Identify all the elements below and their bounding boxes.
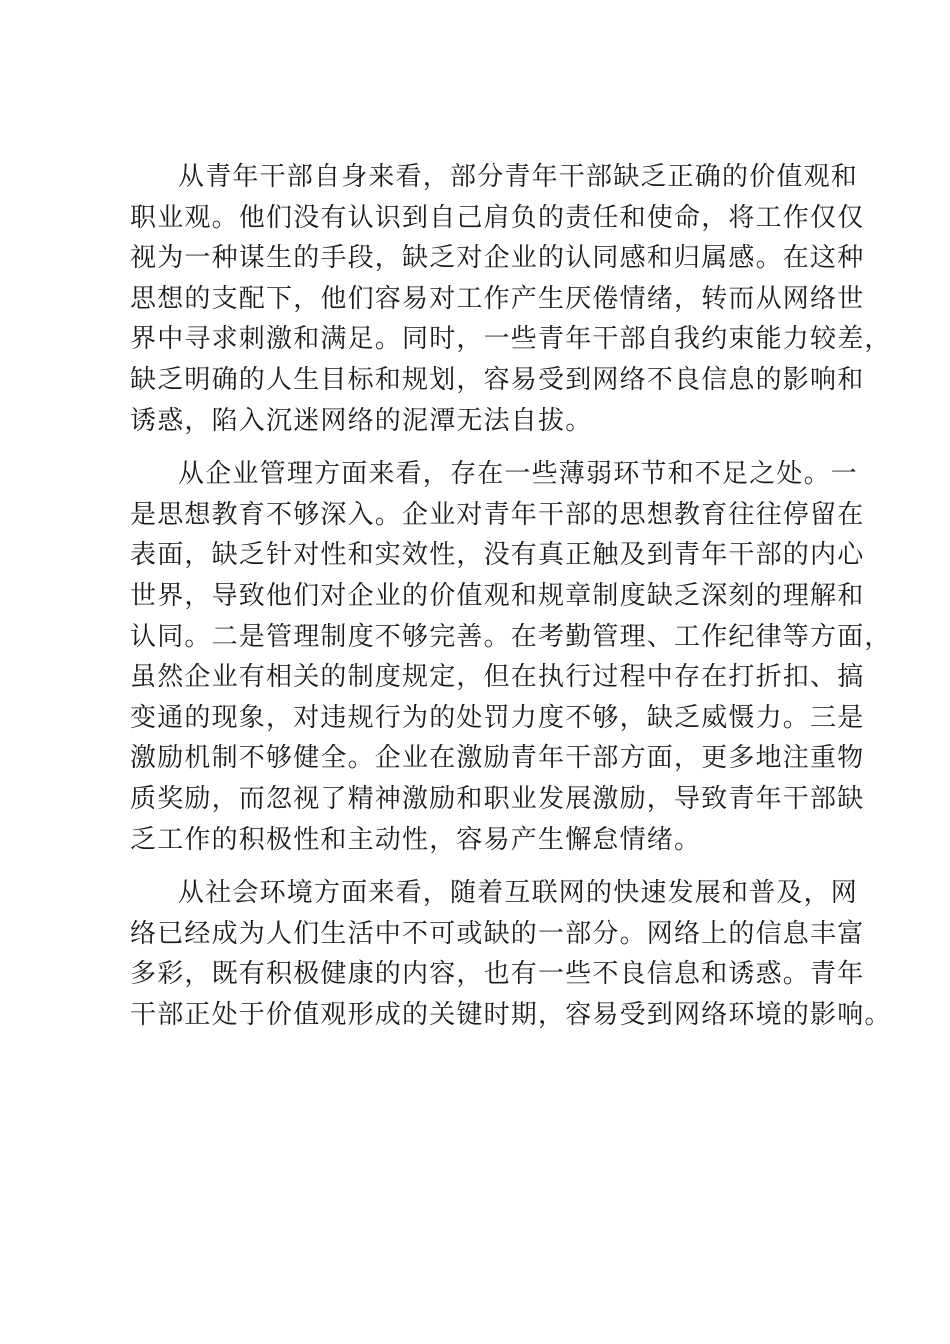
text-line: 从企业管理方面来看，存在一些薄弱环节和不足之处。一 xyxy=(178,459,859,490)
document-body xyxy=(130,157,892,1048)
text-line: 界中寻求刺激和满足。同时，一些青年干部自我约束能力较差， xyxy=(130,324,892,355)
text-line: 虽然企业有相关的制度规定，但在执行过程中存在打折扣、搞 xyxy=(130,662,865,693)
text-line: 视为一种谋生的手段，缺乏对企业的认同感和归属感。在这种 xyxy=(130,243,865,274)
text-line: 职业观。他们没有认识到自己肩负的责任和使命，将工作仅仅 xyxy=(130,202,865,233)
paragraph-society xyxy=(130,873,892,1035)
text-line: 干部正处于价值观形成的关键时期，容易受到网络环境的影响。 xyxy=(130,999,892,1030)
text-line: 世界，导致他们对企业的价值观和规章制度缺乏深刻的理解和 xyxy=(130,580,865,611)
paragraph-self xyxy=(130,157,892,441)
text-line: 络已经成为人们生活中不可或缺的一部分。网络上的信息丰富 xyxy=(130,918,865,949)
text-line: 从青年干部自身来看，部分青年干部缺乏正确的价值观和 xyxy=(178,162,859,192)
text-line: 多彩，既有积极健康的内容，也有一些不良信息和诱惑。青年 xyxy=(130,959,865,990)
text-line: 是思想教育不够深入。企业对青年干部的思想教育往往停留在 xyxy=(130,499,865,530)
text-line: 质奖励，而忽视了精神激励和职业发展激励，导致青年干部缺 xyxy=(130,783,865,814)
text-line: 乏工作的积极性和主动性，容易产生懈怠情绪。 xyxy=(130,824,702,855)
text-line: 从社会环境方面来看，随着互联网的快速发展和普及，网 xyxy=(178,878,859,909)
text-line: 缺乏明确的人生目标和规划，容易受到网络不良信息的影响和 xyxy=(130,364,865,395)
text-line: 表面，缺乏针对性和实效性，没有真正触及到青年干部的内心 xyxy=(130,540,865,571)
text-line: 思想的支配下，他们容易对工作产生厌倦情绪，转而从网络世 xyxy=(130,283,865,314)
text-line: 认同。二是管理制度不够完善。在考勤管理、工作纪律等方面， xyxy=(130,621,892,652)
text-line: 诱惑，陷入沉迷网络的泥潭无法自拔。 xyxy=(130,405,593,436)
text-line: 变通的现象，对违规行为的处罚力度不够，缺乏威慑力。三是 xyxy=(130,702,865,733)
paragraph-management xyxy=(130,454,892,860)
text-line: 激励机制不够健全。企业在激励青年干部方面，更多地注重物 xyxy=(130,743,865,774)
